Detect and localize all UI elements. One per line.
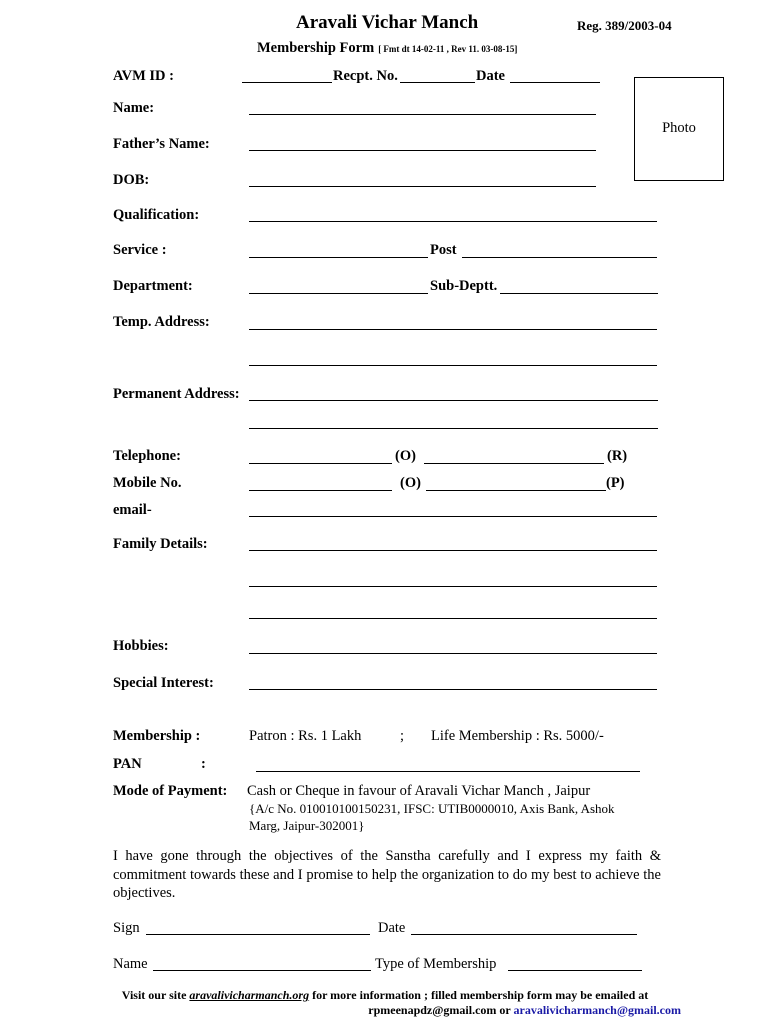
sign-date-label: Date [378, 920, 406, 936]
mobile-office-field[interactable] [249, 490, 392, 491]
temp-address-field-1[interactable] [249, 329, 657, 330]
dob-field[interactable] [249, 186, 596, 187]
avm-id-field[interactable] [242, 82, 332, 83]
family-details-field-1[interactable] [249, 550, 657, 551]
post-label: Post [430, 242, 457, 258]
footer-middle: for more information ; filled membership form may be emailed at [309, 988, 649, 1002]
patron-option[interactable]: Patron : Rs. 1 Lakh [249, 728, 362, 744]
sign-label: Sign [113, 920, 140, 936]
payment-line-1: Cash or Cheque in favour of Aravali Vichar Manch , Jaipur [247, 783, 591, 799]
permanent-address-label: Permanent Address: [113, 386, 240, 402]
type-of-membership-field[interactable] [508, 970, 642, 971]
qualification-field[interactable] [249, 221, 657, 222]
name-label: Name: [113, 100, 155, 116]
membership-separator: ; [400, 728, 405, 744]
name-field[interactable] [249, 114, 596, 115]
service-label: Service : [113, 242, 167, 258]
family-details-field-2[interactable] [249, 586, 657, 587]
fathers-name-label: Father’s Name: [113, 136, 210, 152]
avm-id-label: AVM ID : [113, 68, 174, 84]
special-interest-field[interactable] [249, 689, 657, 690]
sign-field[interactable] [146, 934, 370, 935]
sign-name-label: Name [113, 956, 148, 972]
pan-field[interactable] [256, 771, 640, 772]
mobile-office-mark: (O) [400, 475, 421, 491]
declaration-text: I have gone through the objectives of the Sanstha carefully and I express my faith & commitment towards these and I promise to help the organization to do my best to achieve the objectives. [113, 848, 661, 901]
department-field[interactable] [249, 293, 428, 294]
fathers-name-field[interactable] [249, 150, 596, 151]
life-membership-option[interactable]: Life Membership : Rs. 5000/- [431, 728, 604, 744]
sub-deptt-label: Sub-Deptt. [430, 278, 498, 294]
email-field[interactable] [249, 516, 657, 517]
org-name: Aravali Vichar Manch [296, 12, 479, 33]
membership-label: Membership : [113, 728, 201, 744]
footer-or: or [496, 1003, 514, 1017]
footer-email-2-link[interactable]: aravalivicharmanch@gmail.com [513, 1003, 681, 1017]
registration-number: Reg. 389/2003-04 [577, 18, 672, 33]
mobile-label: Mobile No. [113, 475, 182, 491]
pan-colon: : [201, 756, 206, 772]
footer-line-1 [40, 988, 730, 1003]
mode-of-payment-label: Mode of Payment: [113, 783, 228, 799]
special-interest-label: Special Interest: [113, 675, 214, 691]
family-details-field-3[interactable] [249, 618, 657, 619]
payment-line-3: Marg, Jaipur-302001} [249, 818, 365, 833]
email-label: email- [113, 502, 152, 518]
photo-label: Photo [662, 120, 696, 136]
permanent-address-field-1[interactable] [249, 400, 658, 401]
temp-address-label: Temp. Address: [113, 314, 210, 330]
telephone-residence-field[interactable] [424, 463, 604, 464]
service-field[interactable] [249, 257, 428, 258]
payment-line-2: {A/c No. 010010100150231, IFSC: UTIB0000010, Axis Bank, Ashok [249, 801, 615, 816]
photo-box[interactable] [634, 77, 724, 181]
footer-prefix: Visit our site [121, 988, 190, 1002]
hobbies-field[interactable] [249, 653, 657, 654]
recpt-no-field[interactable] [400, 82, 475, 83]
footer-line-2 [40, 1003, 681, 1018]
form-title-row [257, 39, 517, 57]
dob-label: DOB: [113, 172, 150, 188]
date-field[interactable] [510, 82, 600, 83]
telephone-office-mark: (O) [395, 448, 416, 464]
telephone-office-field[interactable] [249, 463, 392, 464]
footer-email-1[interactable]: rpmeenapdz@gmail.com [368, 1003, 497, 1017]
qualification-label: Qualification: [113, 207, 200, 223]
mobile-personal-field[interactable] [426, 490, 606, 491]
type-of-membership-label: Type of Membership [375, 956, 497, 972]
date-label: Date [476, 68, 505, 84]
pan-label: PAN [113, 756, 142, 772]
sign-date-field[interactable] [411, 934, 637, 935]
post-field[interactable] [462, 257, 657, 258]
temp-address-field-2[interactable] [249, 365, 657, 366]
footer-site-link[interactable]: aravalivicharmanch.org [189, 988, 310, 1002]
sign-name-field[interactable] [153, 970, 371, 971]
telephone-label: Telephone: [113, 448, 181, 464]
form-title: Membership Form [257, 40, 375, 56]
telephone-residence-mark: (R) [607, 448, 628, 464]
family-details-label: Family Details: [113, 536, 208, 552]
department-label: Department: [113, 278, 193, 294]
hobbies-label: Hobbies: [113, 638, 169, 654]
sub-deptt-field[interactable] [500, 293, 658, 294]
mobile-personal-mark: (P) [606, 475, 625, 491]
recpt-no-label: Recpt. No. [333, 68, 398, 84]
form-revision: [ Fmt dt 14-02-11 , Rev 11. 03-08-15] [378, 44, 518, 54]
permanent-address-field-2[interactable] [249, 428, 658, 429]
